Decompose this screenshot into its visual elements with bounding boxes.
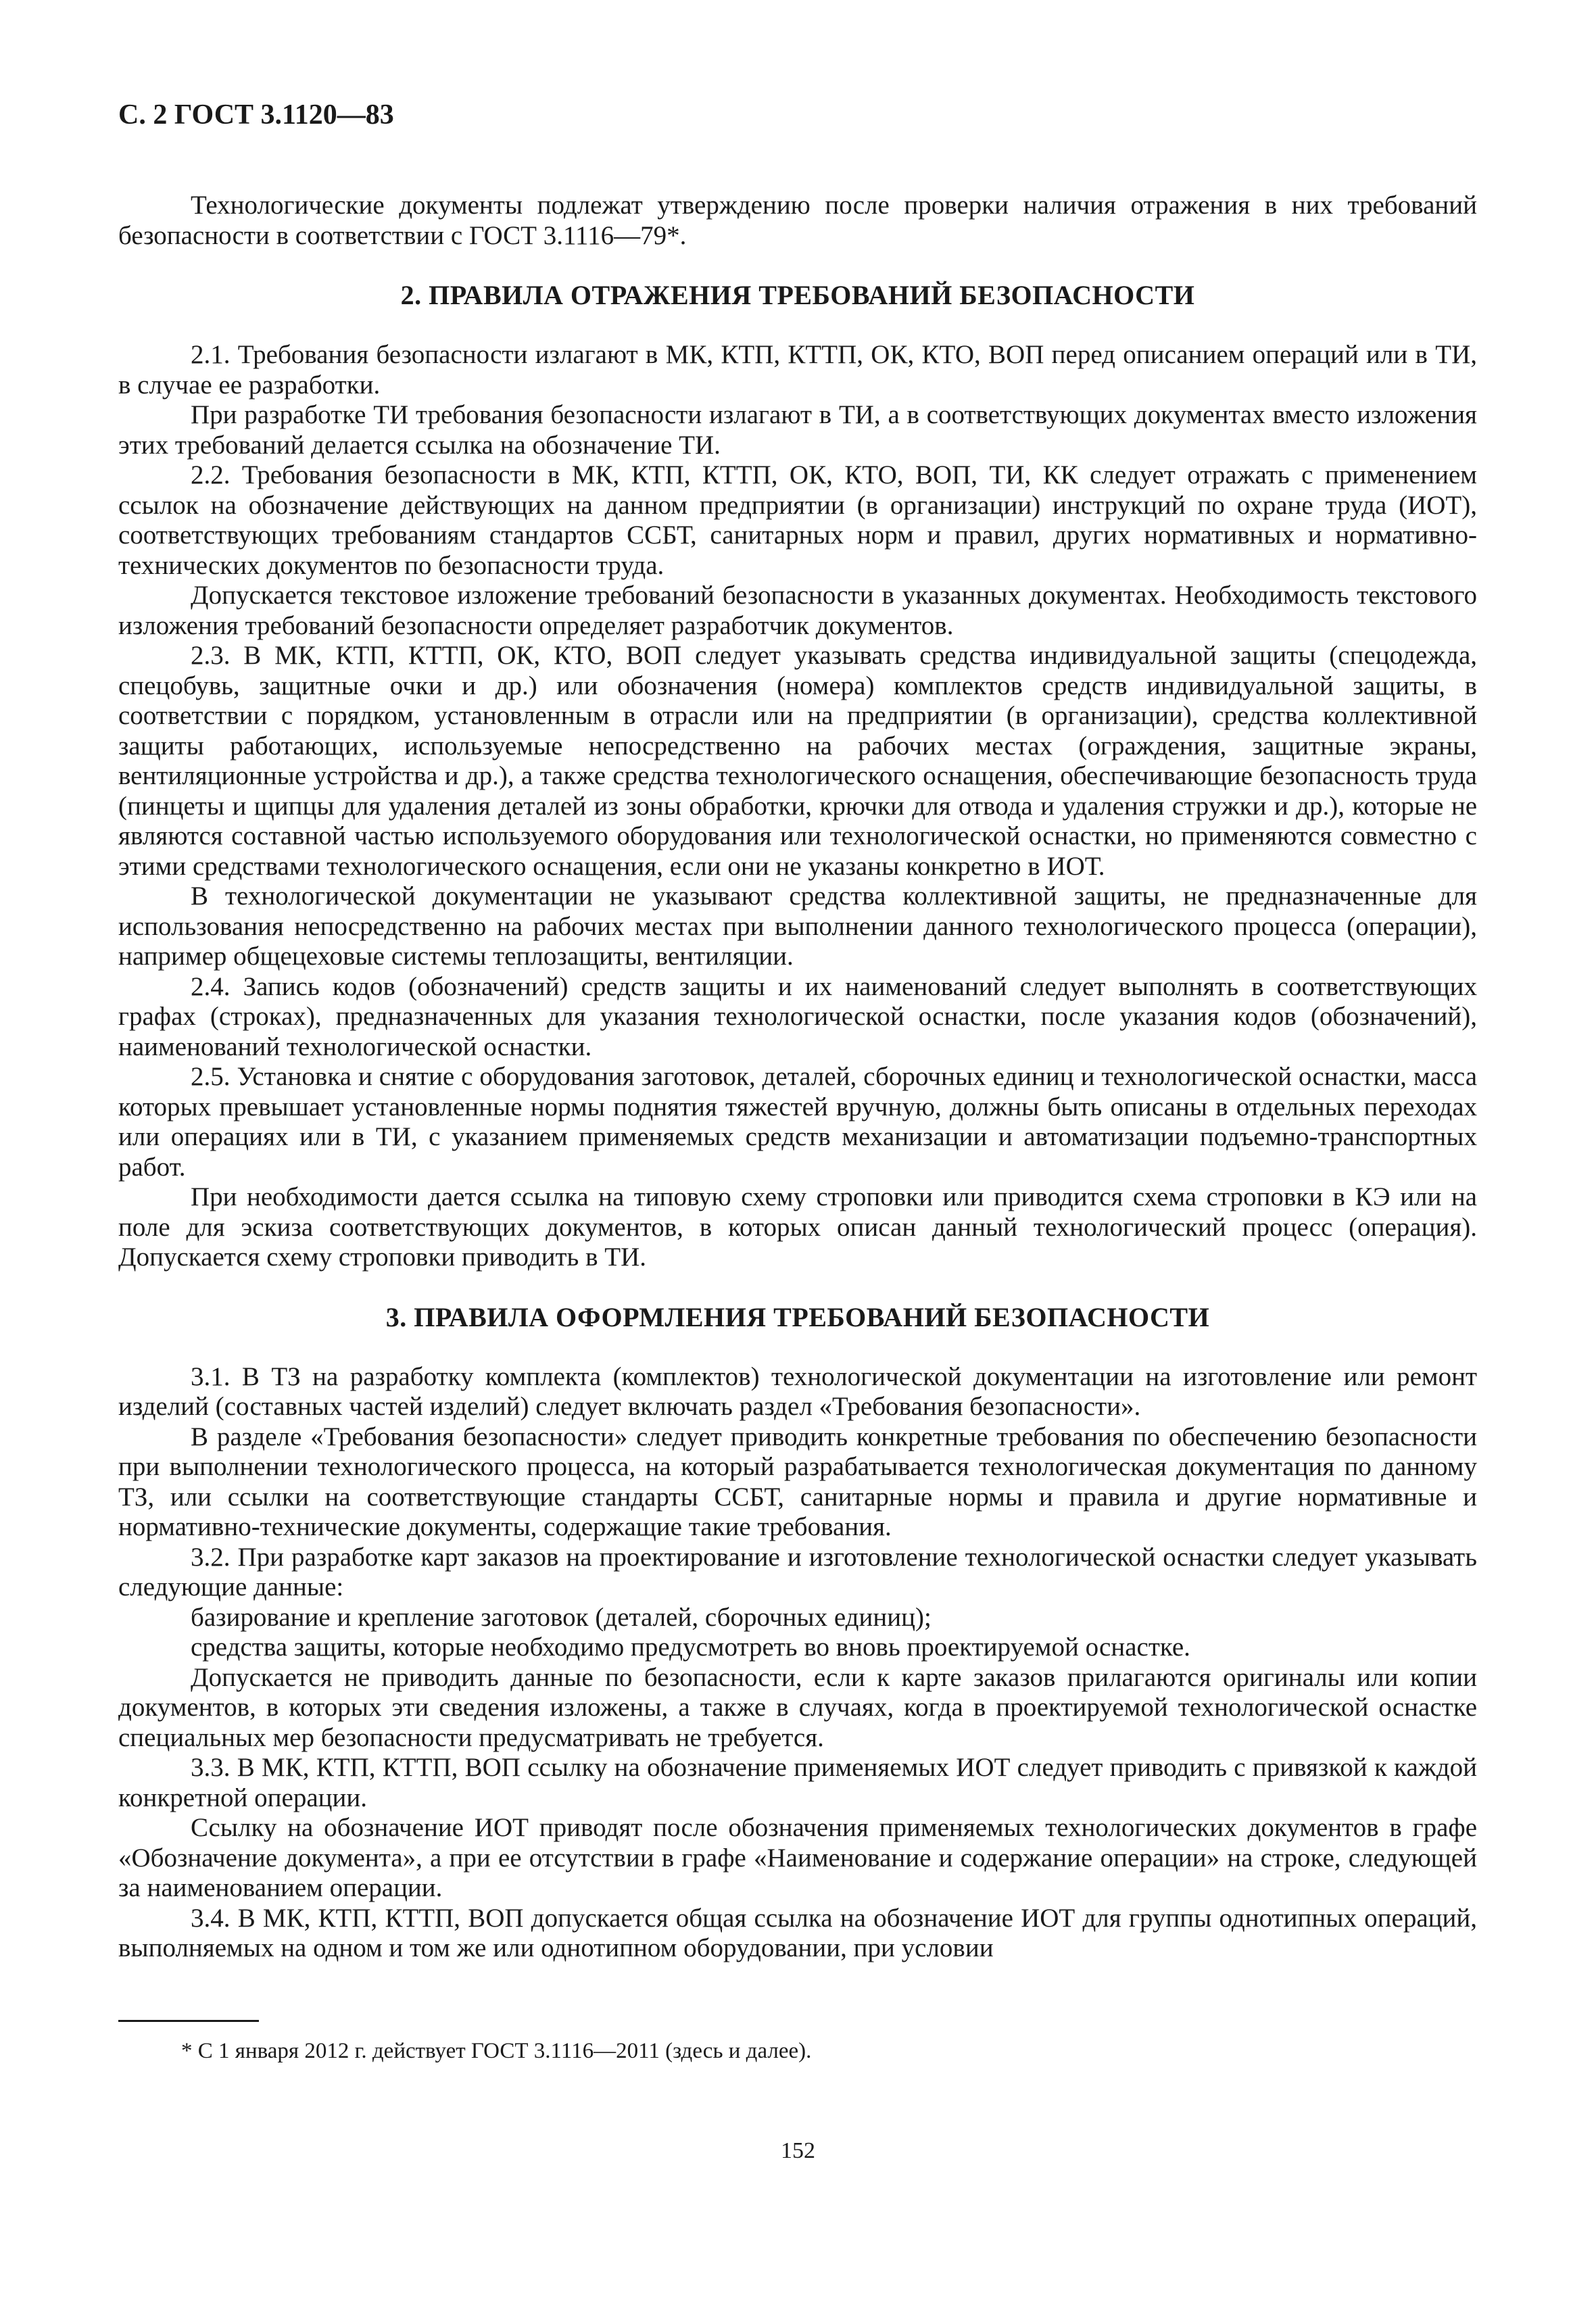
paragraph-3-2-item-basing: базирование и крепление заготовок (деталей, сборочных единиц); bbox=[191, 1602, 932, 1632]
section-3-heading: 3. ПРАВИЛА ОФОРМЛЕНИЯ ТРЕБОВАНИЙ БЕЗОПАСНОСТИ bbox=[385, 1301, 1210, 1332]
paragraph-2-4: 2.4. Запись кодов (обозначений) средств защиты и их наименований следует выполнять в соответствующих графах (строках), предназначенных для указания технологической оснастки, после указания кодов (обозначений), наименований технологической оснастки. bbox=[118, 971, 1477, 1061]
document-page bbox=[118, 95, 1477, 1964]
paragraph-2-1-ti: При разработке ТИ требования безопасности излагают в ТИ, а в соответствующих документах вместо изложения этих требований делается ссылка на обозначение ТИ. bbox=[118, 400, 1477, 460]
page-number: 152 bbox=[781, 2138, 815, 2163]
paragraph-3-1: 3.1. В ТЗ на разработку комплекта (комплектов) технологической документации на изготовление или ремонт изделий (составных частей изделий) следует включать раздел «Требования безопасности». bbox=[118, 1361, 1477, 1421]
section-2-heading: 2. ПРАВИЛА ОТРАЖЕНИЯ ТРЕБОВАНИЙ БЕЗОПАСНОСТИ bbox=[400, 280, 1195, 310]
paragraph-2-5: 2.5. Установка и снятие с оборудования заготовок, деталей, сборочных единиц и технологической оснастки, масса которых превышает установленные нормы поднятия тяжестей вручную, должны быть описаны в отдельных переходах или операциях или в ТИ, с указанием применяемых средств механизации и автоматизации подъемно-транспортных работ. bbox=[118, 1062, 1477, 1182]
paragraph-3-3-reference: Ссылку на обозначение ИОТ приводят после обозначения применяемых технологических документов в графе «Обозначение документа», а при ее отсутствии в графе «Наименование и содержание операции» на строке, следующей за наименованием операции. bbox=[118, 1813, 1477, 1902]
paragraph-2-3-collective: В технологической документации не указывают средства коллективной защиты, не предназначенные для использования непосредственно на рабочих местах при выполнении данного технологического процесса (операции), например общецеховые системы теплозащиты, вентиляции. bbox=[118, 882, 1477, 971]
paragraph-3-1-section: В разделе «Требования безопасности» следует приводить конкретные требования по обеспечению безопасности при выполнении технологического процесса, на который разрабатывается технологическая документация по данному ТЗ, или ссылки на соответствующие стандарты ССБТ, санитарные нормы и правила и другие нормативные и нормативно-технические документы, содержащие такие требования. bbox=[118, 1422, 1477, 1541]
paragraph-3-2: 3.2. При разработке карт заказов на проектирование и изготовление технологической оснастки следует указывать следующие данные: bbox=[118, 1542, 1477, 1601]
paragraph-2-5-slinging: При необходимости дается ссылка на типовую схему строповки или приводится схема строповки в КЭ или на поле для эскиза соответствующих документов, в которых описан данный технологический процесс (операция). Допускается схему строповки приводить в ТИ. bbox=[118, 1182, 1477, 1272]
paragraph-2-3: 2.3. В МК, КТП, КТТП, ОК, КТО, ВОП следует указывать средства индивидуальной защиты (спецодежда, спецобувь, защитные очки и др.) или обозначения (номера) комплектов средств индивидуальной защиты, в соответствии с порядком, установленным в отрасли или на предприятии (в организации), средства коллективной защиты работающих, используемые непосредственно на рабочих местах (ограждения, защитные экраны, вентиляционные устройства и др.), а также средства технологического оснащения, обеспечивающие безопасность труда (пинцеты и щипцы для удаления деталей из зоны обработки, крючки для отвода и удаления стружки и др.), которые не являются составной частью используемого оборудования или технологической оснастки, но применяются совместно с этими средствами технологического оснащения, если они не указаны конкретно в ИОТ. bbox=[118, 641, 1477, 881]
intro-paragraph: Технологические документы подлежат утверждению после проверки наличия отражения в них требований безопасности в соответствии с ГОСТ 3.1116—79*. bbox=[118, 191, 1477, 250]
footnote-divider bbox=[118, 2020, 259, 2022]
footnote: * С 1 января 2012 г. действует ГОСТ 3.1116—2011 (здесь и далее). bbox=[181, 2039, 812, 2063]
paragraph-2-2: 2.2. Требования безопасности в МК, КТП, КТТП, ОК, КТО, ВОП, ТИ, КК следует отражать с применением ссылок на обозначение действующих на данном предприятии (в организации) инструкций по охране труда (ИОТ), соответствующих требованиям стандартов ССБТ, санитарных норм и правил, других нормативных и нормативно-технических документов по безопасности труда. bbox=[118, 460, 1477, 580]
paragraph-3-2-allowance: Допускается не приводить данные по безопасности, если к карте заказов прилагаются оригиналы или копии документов, в которых эти сведения изложены, а также в случаях, когда в проектируемой технологической оснастке специальных мер безопасности предусматривать не требуется. bbox=[118, 1662, 1477, 1752]
paragraph-3-2-item-protection: средства защиты, которые необходимо предусмотреть во вновь проектируемой оснастке. bbox=[191, 1633, 1190, 1662]
running-header: С. 2 ГОСТ 3.1120—83 bbox=[118, 99, 394, 130]
paragraph-3-3: 3.3. В МК, КТП, КТТП, ВОП ссылку на обозначение применяемых ИОТ следует приводить с привязкой к каждой конкретной операции. bbox=[118, 1753, 1477, 1812]
paragraph-2-2-text: Допускается текстовое изложение требований безопасности в указанных документах. Необходимость текстового изложения требований безопасности определяет разработчик документов. bbox=[118, 581, 1477, 640]
paragraph-3-4: 3.4. В МК, КТП, КТТП, ВОП допускается общая ссылка на обозначение ИОТ для группы однотипных операций, выполняемых на одном и том же или однотипном оборудовании, при условии bbox=[118, 1903, 1477, 1962]
paragraph-2-1: 2.1. Требования безопасности излагают в МК, КТП, КТТП, ОК, КТО, ВОП перед описанием операций или в ТИ, в случае ее разработки. bbox=[118, 340, 1477, 400]
